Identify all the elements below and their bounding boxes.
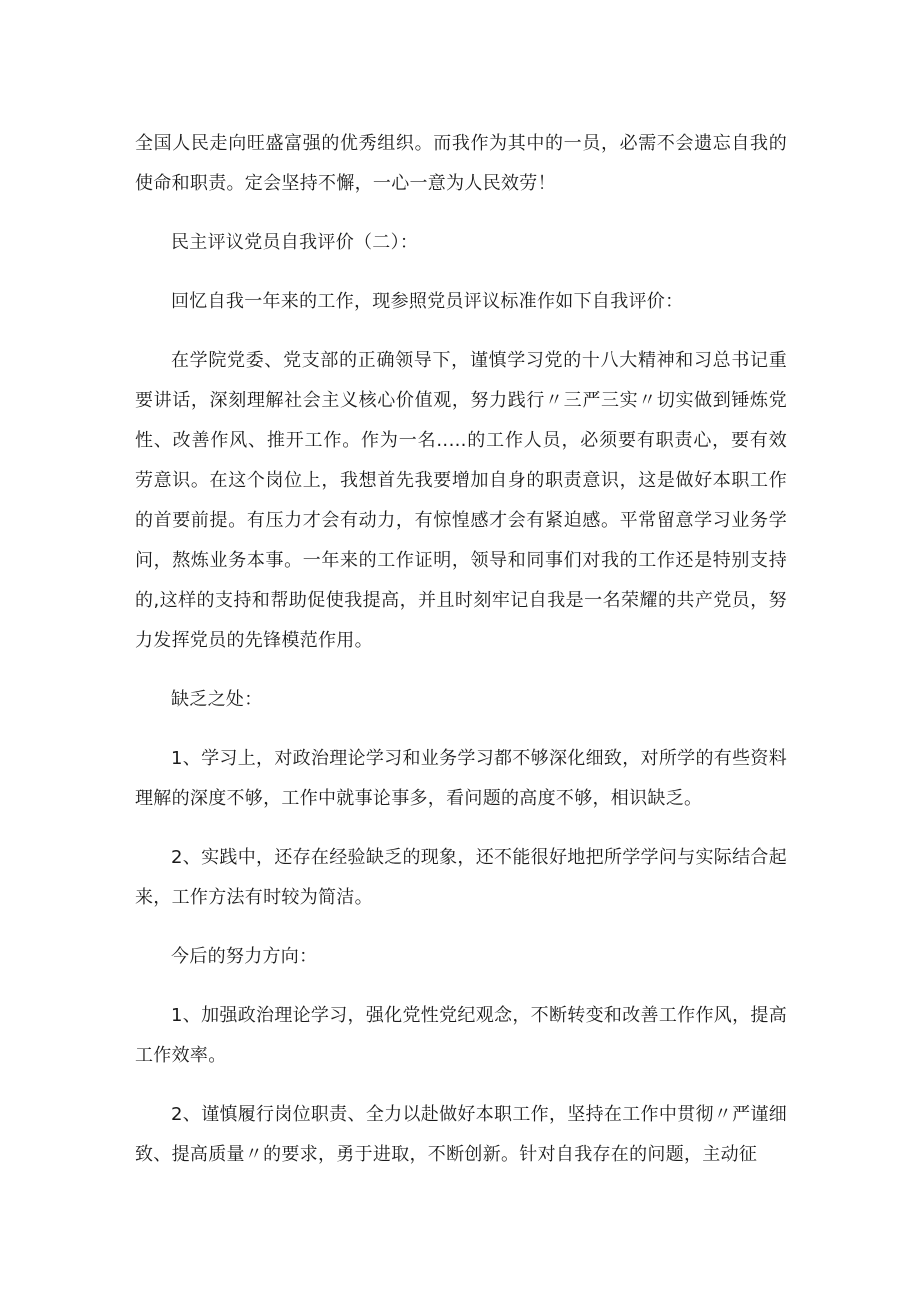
paragraph-continuation: 全国人民走向旺盛富强的优秀组织。而我作为其中的一员，必需不会遗忘自我的使命和职责。定会坚持不懈，一心一意为人民效劳！ xyxy=(135,133,787,194)
list-item-shortcoming-2: 2、实践中，还存在经验缺乏的现象，还不能很好地把所学学问与实际结合起来，工作方法有时较为简洁。 xyxy=(135,847,787,908)
list-item-direction-1: 1、加强政治理论学习，强化党性党纪观念，不断转变和改善工作作风，提高工作效率。 xyxy=(135,1005,787,1066)
paragraph-intro: 回忆自我一年来的工作，现参照党员评议标准作如下自我评价： xyxy=(171,291,684,312)
section-heading-shortcomings: 缺乏之处： xyxy=(171,689,263,710)
list-item-direction-2: 2、谨慎履行岗位职责、全力以赴做好本职工作，坚持在工作中贯彻〃严谨细致、提高质量〃的要求，勇于进取，不断创新。针对自我存在的问题，主动征 xyxy=(135,1104,787,1165)
section-heading-self-evaluation-2: 民主评议党员自我评价（二）： xyxy=(171,232,419,253)
paragraph-main-evaluation: 在学院党委、党支部的正确领导下，谨慎学习党的十八大精神和习总书记重要讲话，深刻理解社会主义核心价值观，努力践行〃三严三实〃切实做到锤炼党性、改善作风、推开工作。作为一名..…的工作人员，必须要有职责心，要有效劳意识。在这个岗位上，我想首先我要增加自身的职责意识，这是做好本职工作的首要前提。有压力才会有动力，有惊惶感才会有紧迫感。平常留意学习业务学问，熬炼业务本事。一年来的工作证明，领导和同事们对我的工作还是特别支持的,这样的支持和帮助促使我提高，并且时刻牢记自我是一名荣耀的共产党员，努力发挥党员的先锋模范作用。 xyxy=(135,350,787,651)
list-item-shortcoming-1: 1、学习上，对政治理论学习和业务学习都不够深化细致，对所学的有些资料理解的深度不够，工作中就事论事多，看问题的高度不够，相识缺乏。 xyxy=(135,748,787,809)
document-body xyxy=(135,124,787,1175)
section-heading-future-direction: 今后的努力方向： xyxy=(171,946,318,967)
